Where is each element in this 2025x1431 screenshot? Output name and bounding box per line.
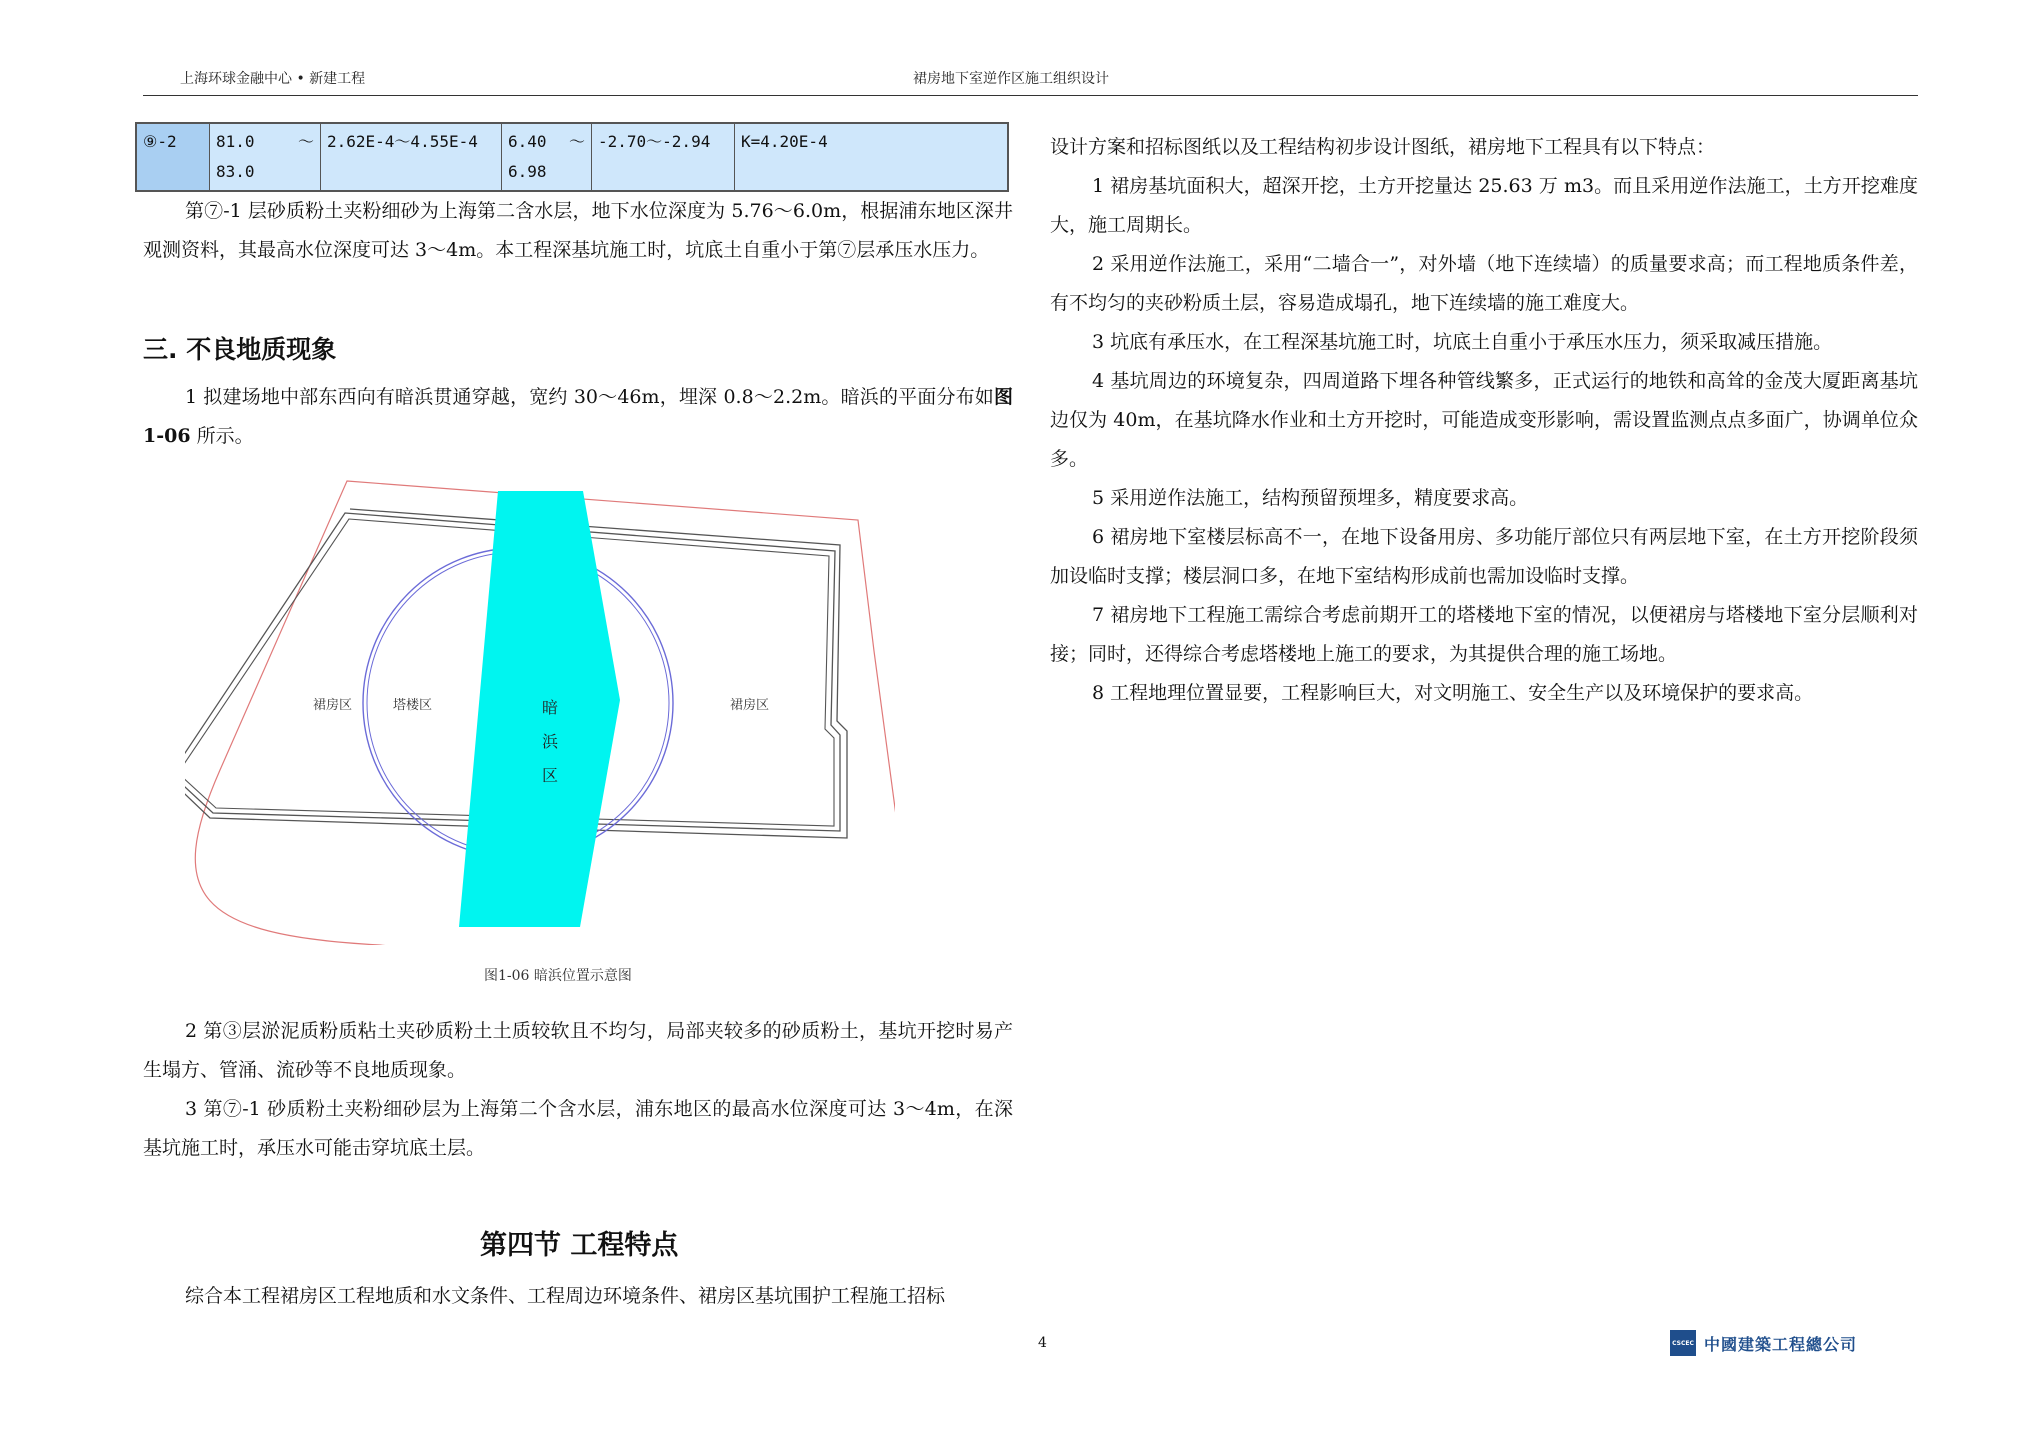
- range-cell: -2.70～-2.94: [592, 123, 735, 191]
- creek-label-1: 暗: [542, 698, 559, 717]
- feature-item-7: 7 裙房地下工程施工需综合考虑前期开工的塔楼地下室的情况，以便裙房与塔楼地下室分层顺利对接；同时，还得综合考虑塔楼地上施工的要求，为其提供合理的施工场地。: [1050, 604, 1918, 665]
- value-cell: [502, 123, 592, 191]
- depth-to: 83.0: [216, 162, 255, 181]
- feature-item-4: 4 基坑周边的环境复杂，四周道路下埋各种管线繁多，正式运行的地铁和高耸的金茂大厦距离基坑边仅为 40m，在基坑降水作业和土方开挖时，可能造成变形影响，需设置监测点点多面广，协调单位众多。: [1050, 370, 1918, 470]
- creek-text-end: 所示。: [190, 425, 254, 447]
- paragraph-confined-water: 3 第⑦-1 砂质粉土夹粉细砂层为上海第二个含水层，浦东地区的最高水位深度可达 3～4m，在深基坑施工时，承压水可能击穿坑底土层。: [143, 1098, 1013, 1159]
- k-range-cell: 2.62E-4～4.55E-4: [321, 123, 502, 191]
- creek-text: 1 拟建场地中部东西向有暗浜贯通穿越，宽约 30～46m，埋深 0.8～2.2m。暗浜的平面分布如: [185, 386, 994, 408]
- value-sep: ～: [568, 132, 585, 151]
- zone-label-tower: 塔楼区: [393, 698, 433, 713]
- creek-location-figure: [185, 475, 895, 945]
- company-name: 中國建築工程總公司: [1704, 1334, 1858, 1354]
- paragraph-features-intro: 综合本工程裙房区工程地质和水文条件、工程周边环境条件、裙房区基坑围护工程施工招标: [185, 1285, 946, 1307]
- stratum-table: [135, 122, 1009, 192]
- company-logo: [1670, 1330, 1857, 1356]
- value-from: 6.40: [508, 132, 547, 151]
- figure-reference: 图 1-06: [143, 386, 1013, 447]
- figure-caption: 图1-06 暗浜位置示意图: [484, 968, 632, 984]
- zone-label-left: 裙房区: [313, 698, 353, 713]
- page-number: 4: [1038, 1335, 1047, 1351]
- paragraph-creek: [143, 378, 1013, 456]
- value-to: 6.98: [508, 162, 547, 181]
- zone-label-right: 裙房区: [730, 698, 770, 713]
- feature-item-5: 5 采用逆作法施工，结构预留预埋多，精度要求高。: [1092, 487, 1529, 509]
- feature-item-3: 3 坑底有承压水，在工程深基坑施工时，坑底土自重小于承压水压力，须采取减压措施。: [1092, 331, 1833, 353]
- section-heading-features: 第四节 工程特点: [480, 1230, 679, 1261]
- feature-item-1: 1 裙房基坑面积大，超深开挖，土方开挖量达 25.63 万 m3。而且采用逆作法施工，土方开挖难度大，施工周期长。: [1050, 175, 1918, 236]
- depth-from: 81.0: [216, 132, 255, 151]
- header-doc-title: 裙房地下室逆作区施工组织设计: [913, 71, 1109, 87]
- section-heading-bad-geology: 三. 不良地质现象: [143, 335, 337, 364]
- depth-sep: ～: [297, 132, 314, 151]
- creek-label-2: 浜: [542, 732, 559, 751]
- table-row: [136, 123, 1008, 191]
- feature-item-8: 8 工程地理位置显要，工程影响巨大，对文明施工、安全生产以及环境保护的要求高。: [1092, 682, 1814, 704]
- creek-label-3: 区: [542, 766, 559, 785]
- paragraph-soft-soil: 2 第③层淤泥质粉质粘土夹砂质粉土土质较软且不均匀，局部夹较多的砂质粉土，基坑开挖时易产生塌方、管涌、流砂等不良地质现象。: [143, 1020, 1013, 1081]
- feature-item-2: 2 采用逆作法施工，采用“二墙合一”，对外墙（地下连续墙）的质量要求高；而工程地质条件差，有不均匀的夹砂粉质土层，容易造成塌孔，地下连续墙的施工难度大。: [1050, 253, 1918, 314]
- paragraph-aquifer: 第⑦-1 层砂质粉土夹粉细砂为上海第二含水层，地下水位深度为 5.76～6.0m，根据浦东地区深井观测资料，其最高水位深度可达 3～4m。本工程深基坑施工时，坑底土自重小于第⑦层承压水压力。: [143, 200, 1013, 261]
- paragraph-features-intro-cont: 设计方案和招标图纸以及工程结构初步设计图纸，裙房地下工程具有以下特点：: [1050, 136, 1716, 158]
- k-value-cell: K=4.20E-4: [735, 123, 1009, 191]
- feature-item-6: 6 裙房地下室楼层标高不一，在地下设备用房、多功能厅部位只有两层地下室，在土方开挖阶段须加设临时支撑；楼层洞口多，在地下室结构形成前也需加设临时支撑。: [1050, 526, 1918, 587]
- layer-cell: ⑨-2: [136, 123, 210, 191]
- header-rule: [143, 95, 1918, 96]
- depth-cell: [210, 123, 321, 191]
- company-logo-icon: CSCEC: [1670, 1330, 1696, 1356]
- header-project: 上海环球金融中心 • 新建工程: [180, 71, 366, 87]
